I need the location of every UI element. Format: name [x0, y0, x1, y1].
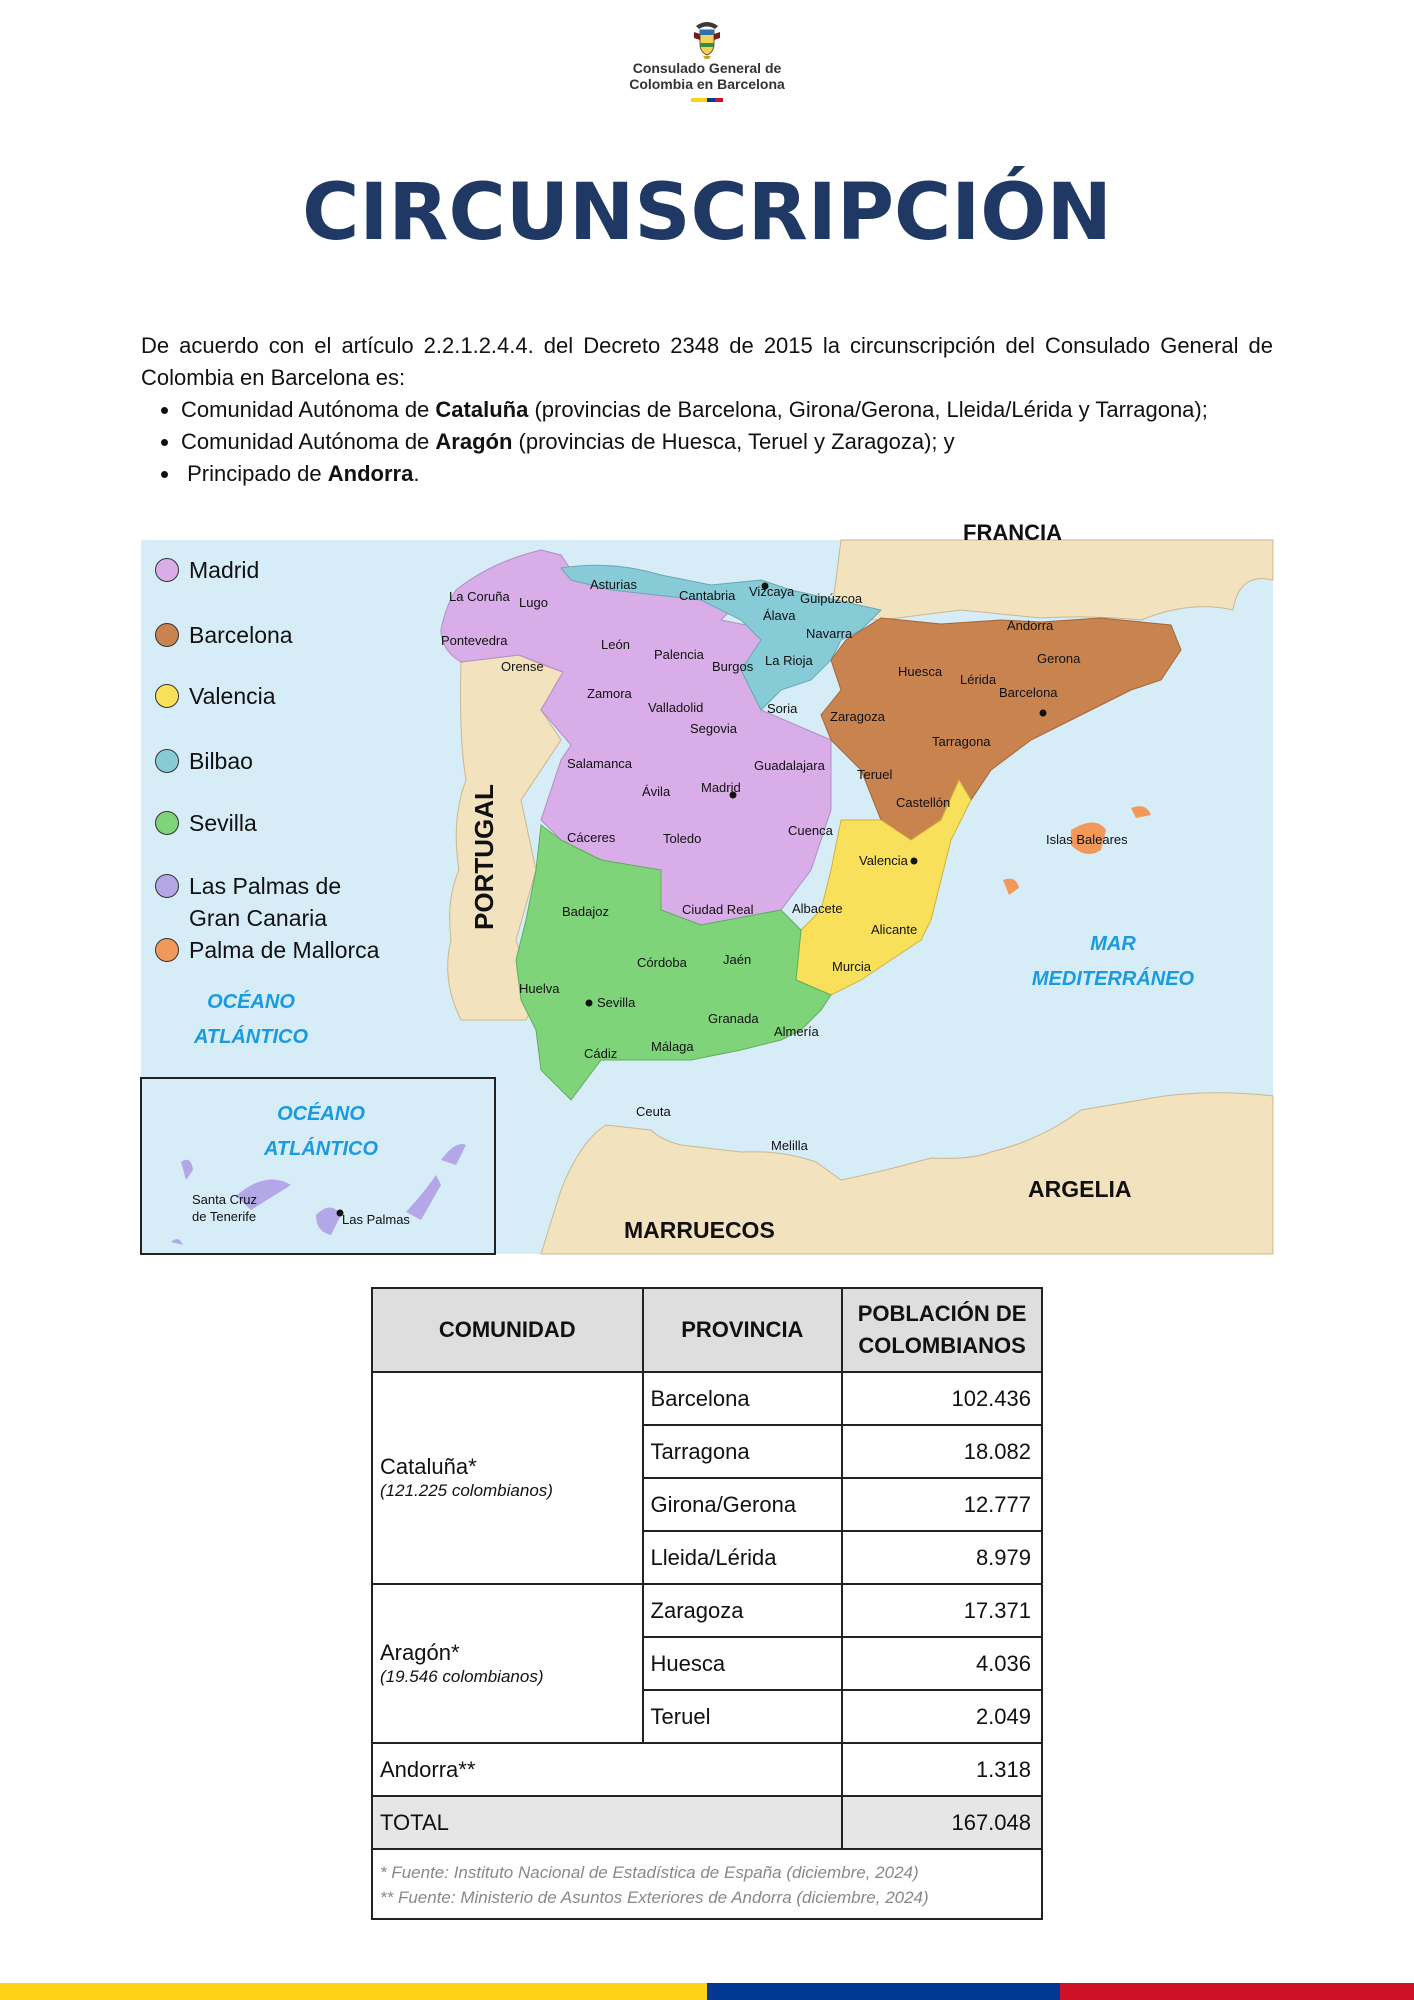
poblacion-cell: 102.436: [842, 1372, 1042, 1425]
intro-paragraph: De acuerdo con el artículo 2.2.1.2.4.4. del Decreto 2348 de 2015 la circunscripción del Consulado General de Colombia en Barcelona es:: [141, 333, 1273, 390]
header-comunidad: COMUNIDAD: [372, 1288, 643, 1372]
header-provincia: PROVINCIA: [643, 1288, 843, 1372]
total-value: 167.048: [842, 1796, 1042, 1849]
provincia-cell: Tarragona: [643, 1425, 843, 1478]
label-atlantico-1: ATLÁNTICO: [193, 1026, 309, 1048]
label-islas-baleares: Islas Baleares: [1046, 832, 1128, 847]
flag-stripe-blue: [707, 1983, 1060, 2000]
label-la-coruna: La Coruña: [449, 589, 510, 604]
label-navarra: Navarra: [806, 626, 853, 641]
label-murcia: Murcia: [832, 959, 872, 974]
label-alicante: Alicante: [871, 922, 918, 937]
legend-dot: [155, 749, 179, 773]
legend-item-barcelona: Barcelona: [155, 619, 415, 651]
legend-item-las-palmas: Las Palmas de Gran Canaria: [155, 870, 375, 934]
poblacion-cell: 1.318: [842, 1743, 1042, 1796]
table-row: [372, 1372, 1042, 1425]
label-mar: MAR: [1090, 933, 1136, 955]
flag-stripe-red: [1060, 1983, 1414, 2000]
label-santa-cruz-2: de Tenerife: [192, 1209, 257, 1224]
label-huelva: Huelva: [519, 981, 560, 996]
label-asturias: Asturias: [590, 577, 637, 592]
poblacion-cell: 17.371: [842, 1584, 1042, 1637]
label-lerida: Lérida: [960, 672, 997, 687]
legend-item-valencia: Valencia: [155, 680, 415, 712]
label-guadalajara: Guadalajara: [754, 758, 825, 773]
label-france: FRANCIA: [963, 520, 1062, 545]
label-alava: Álava: [763, 608, 796, 623]
label-barcelona: Barcelona: [999, 685, 1058, 700]
label-zaragoza: Zaragoza: [830, 709, 885, 724]
provincia-cell: Barcelona: [643, 1372, 843, 1425]
flag-footer-bar: [0, 1983, 1414, 2000]
label-tarragona: Tarragona: [932, 734, 991, 749]
label-vizcaya: Vizcaya: [749, 584, 795, 599]
consulate-header: [0, 20, 1414, 102]
label-melilla: Melilla: [771, 1138, 808, 1153]
legend-item-madrid: Madrid: [155, 554, 415, 586]
list-item: • Comunidad Autónoma de Cataluña (provincias de Barcelona, Girona/Gerona, Lleida/Lérida y Tarragona);: [181, 394, 1273, 426]
label-pontevedra: Pontevedra: [441, 633, 508, 648]
label-ceuta: Ceuta: [636, 1104, 671, 1119]
label-toledo: Toledo: [663, 831, 702, 846]
header-org-line-2: Colombia en Barcelona: [629, 76, 785, 92]
legend-item-sevilla: Sevilla: [155, 807, 415, 839]
legend-dot: [155, 938, 179, 962]
label-oceano-2: OCÉANO: [277, 1103, 365, 1125]
header-poblacion: POBLACIÓN DE COLOMBIANOS: [842, 1288, 1042, 1372]
label-portugal: PORTUGAL: [469, 784, 499, 930]
label-burgos: Burgos: [712, 659, 754, 674]
label-la-rioja: La Rioja: [765, 653, 813, 668]
label-marruecos: MARRUECOS: [624, 1217, 775, 1243]
city-dot-valencia: [911, 858, 918, 865]
label-oceano-1: OCÉANO: [207, 991, 295, 1013]
label-malaga: Málaga: [651, 1039, 694, 1054]
label-avila: Ávila: [642, 784, 671, 799]
notes-row: [372, 1849, 1042, 1919]
circumscription-list: [181, 394, 1273, 490]
source-note-2: ** Fuente: Ministerio de Asuntos Exteriores de Andorra (diciembre, 2024): [380, 1888, 929, 1907]
city-dot-sevilla: [586, 1000, 593, 1007]
source-note-1: * Fuente: Instituto Nacional de Estadística de España (diciembre, 2024): [380, 1863, 919, 1882]
table-row: [372, 1584, 1042, 1637]
source-notes: [372, 1849, 1042, 1919]
label-caceres: Cáceres: [567, 830, 616, 845]
label-granada: Granada: [708, 1011, 759, 1026]
label-madrid: Madrid: [701, 780, 741, 795]
label-badajoz: Badajoz: [562, 904, 609, 919]
legend-item-palma: Palma de Mallorca: [155, 934, 415, 966]
label-palencia: Palencia: [654, 647, 704, 662]
label-valladolid: Valladolid: [648, 700, 704, 715]
label-orense: Orense: [501, 659, 544, 674]
total-label: TOTAL: [372, 1796, 842, 1849]
legend-dot: [155, 684, 179, 708]
legend-item-bilbao: Bilbao: [155, 745, 415, 777]
label-huesca: Huesca: [898, 664, 943, 679]
label-cadiz: Cádiz: [584, 1046, 618, 1061]
label-valencia: Valencia: [859, 853, 908, 868]
provincia-cell: Teruel: [643, 1690, 843, 1743]
list-item: • Comunidad Autónoma de Aragón (provincias de Huesca, Teruel y Zaragoza); y: [181, 426, 1273, 458]
poblacion-cell: 18.082: [842, 1425, 1042, 1478]
poblacion-cell: 8.979: [842, 1531, 1042, 1584]
label-jaen: Jaén: [723, 952, 752, 967]
label-cordoba: Córdoba: [637, 955, 687, 970]
label-zamora: Zamora: [587, 686, 632, 701]
provincia-cell: Lleida/Lérida: [643, 1531, 843, 1584]
population-table: [371, 1287, 1043, 1920]
label-argelia: ARGELIA: [1028, 1176, 1132, 1202]
header-org-line-1: Consulado General de: [632, 60, 782, 76]
label-andorra: Andorra: [1007, 618, 1054, 633]
label-mediterraneo: MEDITERRÁNEO: [1031, 968, 1195, 990]
total-row: [372, 1796, 1042, 1849]
label-cantabria: Cantabria: [679, 588, 736, 603]
list-item: • Principado de Andorra.: [181, 458, 1273, 490]
comunidad-andorra: Andorra**: [372, 1743, 842, 1796]
poblacion-cell: 2.049: [842, 1690, 1042, 1743]
label-santa-cruz-1: Santa Cruz: [192, 1192, 258, 1207]
provincia-cell: Girona/Gerona: [643, 1478, 843, 1531]
label-teruel: Teruel: [857, 767, 893, 782]
label-cuenca: Cuenca: [788, 823, 833, 838]
legend-dot: [155, 874, 179, 898]
comunidad-cataluna: Cataluña* (121.225 colombianos): [372, 1372, 643, 1584]
mini-flag: [691, 98, 723, 102]
poblacion-cell: 4.036: [842, 1637, 1042, 1690]
provincia-cell: Zaragoza: [643, 1584, 843, 1637]
city-dot-barcelona: [1040, 710, 1047, 717]
poblacion-cell: 12.777: [842, 1478, 1042, 1531]
intro-text: [141, 330, 1273, 490]
legend-dot: [155, 623, 179, 647]
comunidad-aragon: Aragón* (19.546 colombianos): [372, 1584, 643, 1743]
page-title: CIRCUNSCRIPCIÓN: [302, 168, 1112, 258]
label-gerona: Gerona: [1037, 651, 1081, 666]
label-leon: León: [601, 637, 630, 652]
label-sevilla: Sevilla: [597, 995, 636, 1010]
provincia-cell: Huesca: [643, 1637, 843, 1690]
label-soria: Soria: [767, 701, 798, 716]
label-atlantico-2: ATLÁNTICO: [263, 1138, 379, 1160]
legend-dot: [155, 558, 179, 582]
label-albacete: Albacete: [792, 901, 843, 916]
label-segovia: Segovia: [690, 721, 737, 736]
label-ciudad-real: Ciudad Real: [682, 902, 754, 917]
table-row: [372, 1743, 1042, 1796]
label-guipuzcoa: Guipúzcoa: [800, 591, 863, 606]
label-lugo: Lugo: [519, 595, 548, 610]
legend-dot: [155, 811, 179, 835]
spain-consulates-map: [141, 520, 1273, 1254]
label-las-palmas: Las Palmas: [342, 1212, 410, 1227]
label-salamanca: Salamanca: [567, 756, 633, 771]
label-castellon: Castellón: [896, 795, 951, 810]
flag-stripe-yellow: [0, 1983, 707, 2000]
coat-of-arms-logo: [690, 20, 724, 60]
table-header-row: [372, 1288, 1042, 1372]
label-almeria: Almería: [774, 1024, 819, 1039]
